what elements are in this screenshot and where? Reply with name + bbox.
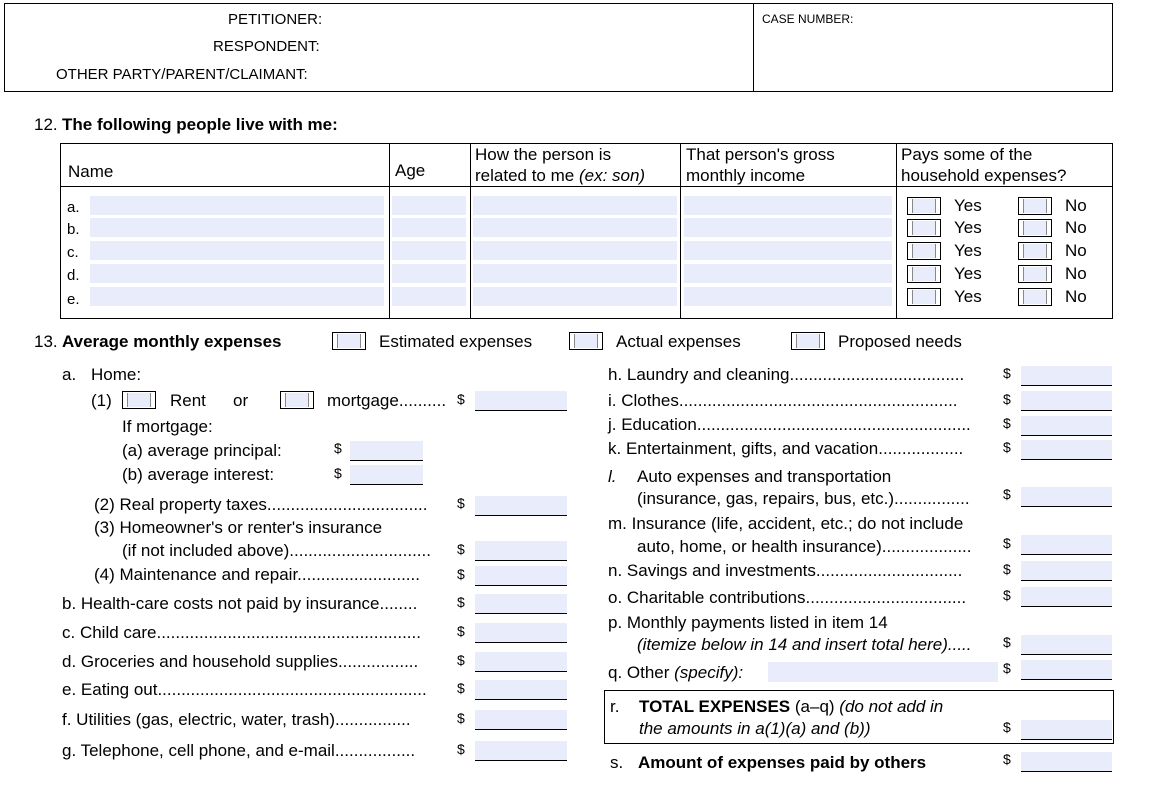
- avg-interest-label: (b) average interest:: [122, 465, 275, 484]
- a2-label: (2) Real property taxes..................................: [94, 495, 428, 514]
- other-party-label: OTHER PARTY/PARENT/CLAIMANT:: [56, 66, 308, 83]
- no-checkbox[interactable]: [1018, 197, 1052, 215]
- insurance-amount-field[interactable]: [475, 541, 567, 561]
- name-field[interactable]: [90, 241, 384, 260]
- r-label-1: TOTAL EXPENSES (a–q) (do not add in: [639, 697, 944, 716]
- estimated-expenses-checkbox[interactable]: [332, 332, 366, 350]
- s-label: Amount of expenses paid by others: [638, 753, 927, 772]
- relation-field[interactable]: [473, 196, 677, 215]
- dollar-sign: $: [457, 566, 465, 582]
- total-expenses-amount-field[interactable]: [1021, 720, 1112, 740]
- yes-checkbox[interactable]: [907, 197, 941, 215]
- insurance-other-amount-field[interactable]: [1021, 535, 1112, 555]
- col-header-name: Name: [68, 162, 114, 181]
- q-specify-field[interactable]: [768, 662, 998, 682]
- entertainment-amount-field[interactable]: [1021, 440, 1112, 460]
- no-label: No: [1065, 218, 1087, 237]
- item13-title: Average monthly expenses: [62, 332, 282, 351]
- utilities-amount-field[interactable]: [475, 710, 567, 730]
- age-field[interactable]: [392, 241, 466, 260]
- age-field[interactable]: [392, 218, 466, 237]
- j-label: j. Education..........................................................: [608, 415, 971, 434]
- no-checkbox[interactable]: [1018, 219, 1052, 237]
- avg-principal-label: (a) average principal:: [122, 441, 282, 460]
- property-taxes-amount-field[interactable]: [475, 496, 567, 516]
- rent-label: Rent: [170, 391, 206, 410]
- dollar-sign: $: [457, 741, 465, 757]
- maintenance-amount-field[interactable]: [475, 566, 567, 586]
- d-label: d. Groceries and household supplies.................: [62, 652, 419, 671]
- dollar-sign: $: [1003, 535, 1011, 551]
- dollar-sign: $: [457, 495, 465, 511]
- income-field[interactable]: [684, 287, 892, 306]
- c-label: c. Child care........................................................: [62, 623, 421, 642]
- row-label-d: d.: [67, 267, 80, 284]
- r-label-2: the amounts in a(1)(a) and (b)): [639, 719, 871, 738]
- name-field[interactable]: [90, 218, 384, 237]
- age-field[interactable]: [392, 196, 466, 215]
- child-care-amount-field[interactable]: [475, 623, 567, 643]
- actual-expenses-checkbox[interactable]: [569, 332, 603, 350]
- row-label-c: c.: [67, 244, 79, 261]
- yes-label: Yes: [954, 287, 982, 306]
- dollar-sign: $: [1003, 486, 1011, 502]
- no-label: No: [1065, 241, 1087, 260]
- relation-field[interactable]: [473, 264, 677, 283]
- l-label-2: (insurance, gas, repairs, bus, etc.)................: [637, 489, 970, 508]
- yes-checkbox[interactable]: [907, 219, 941, 237]
- actual-expenses-label: Actual expenses: [616, 332, 741, 351]
- dollar-sign: $: [457, 623, 465, 639]
- k-label: k. Entertainment, gifts, and vacation..................: [608, 439, 964, 458]
- proposed-needs-checkbox[interactable]: [791, 332, 825, 350]
- mortgage-checkbox[interactable]: [280, 391, 314, 409]
- yes-checkbox[interactable]: [907, 265, 941, 283]
- if-mortgage-label: If mortgage:: [122, 417, 213, 436]
- item12-number: 12.: [34, 115, 58, 134]
- col-header-age: Age: [395, 161, 426, 180]
- health-care-amount-field[interactable]: [475, 594, 567, 614]
- estimated-expenses-label: Estimated expenses: [379, 332, 533, 351]
- table-col-divider: [470, 143, 471, 319]
- g-label: g. Telephone, cell phone, and e-mail.................: [62, 741, 416, 760]
- income-field[interactable]: [684, 241, 892, 260]
- m-label-1: m. Insurance (life, accident, etc.; do not include: [608, 514, 964, 533]
- item13-number: 13.: [34, 332, 58, 351]
- income-field[interactable]: [684, 196, 892, 215]
- yes-label: Yes: [954, 241, 982, 260]
- yes-label: Yes: [954, 264, 982, 283]
- row-label-a: a.: [67, 199, 80, 216]
- dollar-sign: $: [1003, 751, 1011, 767]
- dollar-sign: $: [457, 680, 465, 696]
- q-label: q. Other (specify):: [608, 663, 744, 682]
- dollar-sign: $: [1003, 391, 1011, 407]
- dollar-sign: $: [1003, 561, 1011, 577]
- p-label-1: p. Monthly payments listed in item 14: [608, 613, 888, 632]
- yes-checkbox[interactable]: [907, 288, 941, 306]
- table-header-divider: [60, 186, 1113, 187]
- row-label-e: e.: [67, 291, 80, 308]
- r-letter: r.: [610, 697, 620, 716]
- a-home-label: Home:: [91, 365, 142, 384]
- table-col-divider: [680, 143, 681, 319]
- age-field[interactable]: [392, 287, 466, 306]
- other-amount-field[interactable]: [1021, 660, 1112, 680]
- h-label: h. Laundry and cleaning.....................................: [608, 365, 965, 384]
- paid-by-others-amount-field[interactable]: [1021, 752, 1112, 772]
- i-label: i. Clothes...........................................................: [608, 391, 958, 410]
- a-label: a.: [62, 365, 77, 384]
- no-label: No: [1065, 196, 1087, 215]
- n-label: n. Savings and investments...............................: [608, 561, 963, 580]
- name-field[interactable]: [90, 264, 384, 283]
- a3-label-1: (3) Homeowner's or renter's insurance: [94, 518, 383, 537]
- no-label: No: [1065, 264, 1087, 283]
- dollar-sign: $: [457, 541, 465, 557]
- a4-label: (4) Maintenance and repair..........................: [94, 565, 420, 584]
- respondent-label: RESPONDENT:: [213, 38, 320, 55]
- caption-divider: [753, 3, 754, 92]
- col-header-pays: Pays some of the household expenses?: [901, 145, 1067, 185]
- yes-label: Yes: [954, 196, 982, 215]
- no-checkbox[interactable]: [1018, 265, 1052, 283]
- table-col-divider: [896, 143, 897, 319]
- auto-amount-field[interactable]: [1021, 487, 1112, 507]
- dollar-sign: $: [1003, 719, 1011, 735]
- groceries-amount-field[interactable]: [475, 652, 567, 672]
- dollar-sign: $: [334, 440, 342, 456]
- principal-amount-field[interactable]: [350, 441, 423, 461]
- income-field[interactable]: [684, 218, 892, 237]
- dollar-sign: $: [457, 710, 465, 726]
- proposed-needs-label: Proposed needs: [838, 332, 962, 351]
- dollar-sign: $: [1003, 439, 1011, 455]
- o-label: o. Charitable contributions..................................: [608, 588, 967, 607]
- mortgage-amount-field[interactable]: [475, 391, 567, 411]
- telephone-amount-field[interactable]: [475, 741, 567, 761]
- mortgage-label: mortgage..........: [327, 391, 447, 410]
- b-label: b. Health-care costs not paid by insurance........: [62, 594, 418, 613]
- dollar-sign: $: [1003, 415, 1011, 431]
- name-field[interactable]: [90, 287, 384, 306]
- rent-checkbox[interactable]: [122, 391, 156, 409]
- dollar-sign: $: [1003, 587, 1011, 603]
- or-label: or: [233, 391, 249, 410]
- petitioner-label: PETITIONER:: [228, 11, 323, 28]
- age-field[interactable]: [392, 264, 466, 283]
- education-amount-field[interactable]: [1021, 416, 1112, 436]
- m-label-2: auto, home, or health insurance)...................: [637, 537, 972, 556]
- l-label-1: Auto expenses and transportation: [637, 467, 892, 486]
- no-checkbox[interactable]: [1018, 288, 1052, 306]
- dollar-sign: $: [457, 652, 465, 668]
- yes-label: Yes: [954, 218, 982, 237]
- laundry-amount-field[interactable]: [1021, 366, 1112, 386]
- l-letter: l.: [608, 467, 617, 486]
- income-field[interactable]: [684, 264, 892, 283]
- no-label: No: [1065, 287, 1087, 306]
- case-number-label: CASE NUMBER:: [762, 12, 854, 26]
- row-label-b: b.: [67, 221, 80, 238]
- dollar-sign: $: [1003, 660, 1011, 676]
- relation-field[interactable]: [473, 287, 677, 306]
- dollar-sign: $: [334, 465, 342, 481]
- a1-label: (1): [91, 391, 112, 410]
- p-label-2: (itemize below in 14 and insert total here).....: [637, 635, 972, 654]
- col-header-income: That person's gross monthly income: [686, 145, 835, 185]
- dollar-sign: $: [1003, 634, 1011, 650]
- yes-checkbox[interactable]: [907, 242, 941, 260]
- a3-label-2: (if not included above)..............................: [122, 541, 431, 560]
- monthly-payments-amount-field[interactable]: [1021, 635, 1112, 655]
- item12-title: The following people live with me:: [62, 115, 338, 134]
- s-letter: s.: [610, 753, 624, 772]
- e-label: e. Eating out.........................................................: [62, 680, 427, 699]
- f-label: f. Utilities (gas, electric, water, trash)................: [62, 710, 411, 729]
- name-field[interactable]: [90, 196, 384, 215]
- charitable-amount-field[interactable]: [1021, 587, 1112, 607]
- table-col-divider: [389, 143, 390, 319]
- dollar-sign: $: [1003, 365, 1011, 381]
- dollar-sign: $: [457, 594, 465, 610]
- relation-field[interactable]: [473, 241, 677, 260]
- clothes-amount-field[interactable]: [1021, 391, 1112, 411]
- relation-field[interactable]: [473, 218, 677, 237]
- dollar-sign: $: [457, 391, 465, 407]
- col-header-relation: How the person is related to me (ex: son): [475, 145, 646, 185]
- interest-amount-field[interactable]: [350, 465, 423, 485]
- savings-amount-field[interactable]: [1021, 561, 1112, 581]
- eating-out-amount-field[interactable]: [475, 680, 567, 700]
- no-checkbox[interactable]: [1018, 242, 1052, 260]
